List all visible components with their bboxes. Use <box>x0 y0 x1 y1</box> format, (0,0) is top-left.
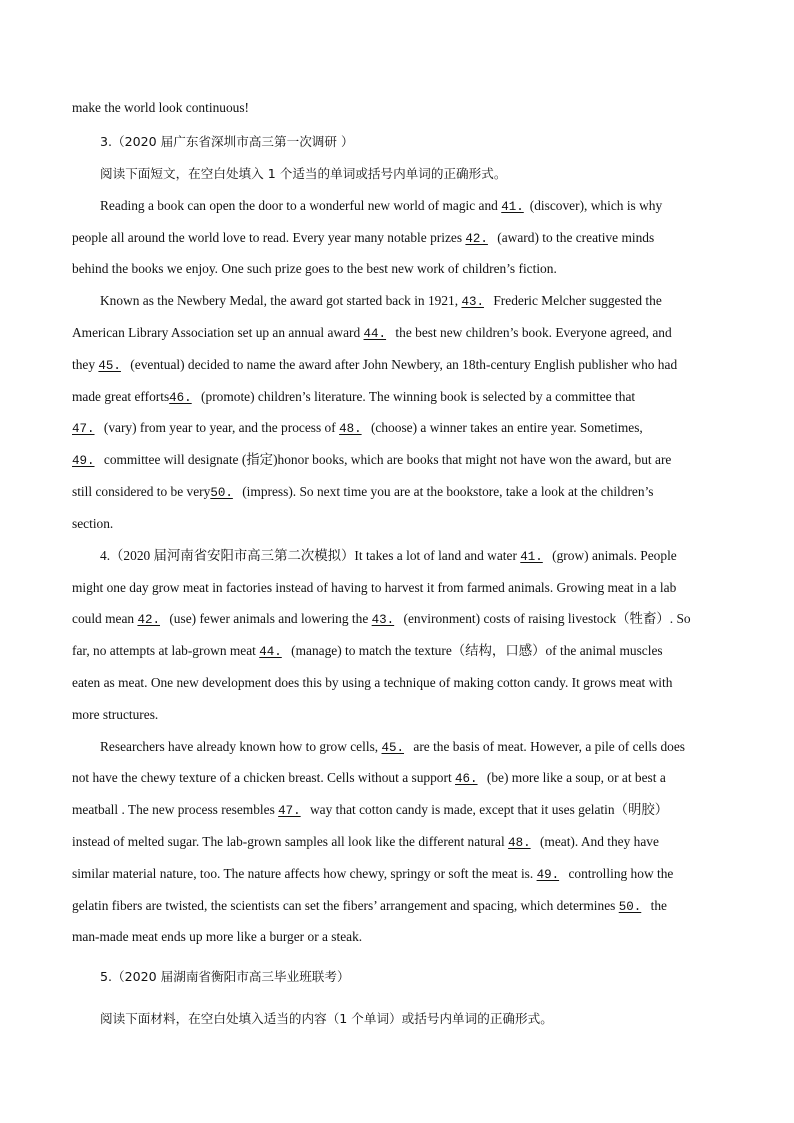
blank-45[interactable]: 45. <box>98 359 121 373</box>
text: eaten as meat. One new development does this by using a technique of making cotton candy. It grows meat with <box>72 675 673 690</box>
text-line <box>72 705 724 725</box>
text-line <box>72 482 724 503</box>
text-line <box>72 418 724 439</box>
text: people all around the world love to read. Every year many notable prizes <box>72 230 463 245</box>
text: the best new children’s book. Everyone agreed, and <box>395 325 672 340</box>
text: (eventual) decided to name the award after John Newbery, an 18th-century English publisher who had <box>130 357 678 372</box>
text: gelatin fibers are twisted, the scientists can set the fibers’ arrangement and spacing, which determines <box>72 898 616 913</box>
blank-50[interactable]: 50. <box>618 900 642 914</box>
text: they <box>72 357 96 372</box>
blank-50[interactable]: 50. <box>210 486 233 500</box>
text: (manage) to match the texture（结构，口感）of the animal muscles <box>291 643 663 658</box>
blank-43[interactable]: 43. <box>461 295 484 309</box>
text: American Library Association set up an annual award <box>72 325 361 340</box>
text-line <box>72 768 724 789</box>
blank-44[interactable]: 44. <box>259 645 282 659</box>
text: section. <box>72 516 114 531</box>
text: controlling how the <box>568 866 674 881</box>
text: 3.（2020 届广东省深圳市高三第一次调研 ） <box>100 134 354 149</box>
blank-43[interactable]: 43. <box>371 613 395 627</box>
text-line <box>100 737 724 758</box>
text-line <box>72 259 724 279</box>
text-line <box>72 323 724 344</box>
text: made great efforts <box>72 389 170 404</box>
text: might one day grow meat in factories instead of having to harvest it from farmed animals. Growing meat in a lab <box>72 580 677 595</box>
text-line <box>72 228 724 249</box>
text: 4.（2020 届河南省安阳市高三第二次模拟）It takes a lot of land and water <box>100 548 517 563</box>
text: (discover), which is why <box>529 198 663 213</box>
blank-47[interactable]: 47. <box>278 804 301 818</box>
blank-41[interactable]: 41. <box>501 200 524 214</box>
blank-48[interactable]: 48. <box>508 836 531 850</box>
text: (be) more like a soup, or at best a <box>486 770 666 785</box>
text: behind the books we enjoy. One such prize goes to the best new work of children’s fiction. <box>72 261 557 276</box>
text: 阅读下面短文，在空白处填入 1 个适当的单词或括号内单词的正确形式。 <box>100 166 507 181</box>
blank-41[interactable]: 41. <box>520 550 543 564</box>
blank-44[interactable]: 44. <box>363 327 387 341</box>
text: meatball . The new process resembles <box>72 802 275 817</box>
blank-49[interactable]: 49. <box>72 454 95 468</box>
text-line <box>72 578 724 598</box>
blank-48[interactable]: 48. <box>339 422 362 436</box>
instruction-line <box>100 164 724 184</box>
text: 5.（2020 届湖南省衡阳市高三毕业班联考） <box>100 969 350 984</box>
text: (meat). And they have <box>539 834 659 849</box>
section-heading-4 <box>100 546 724 567</box>
text-line <box>72 673 724 693</box>
text: (environment) costs of raising livestock（牲畜）. So <box>403 611 691 626</box>
blank-47[interactable]: 47. <box>72 422 95 436</box>
section-heading-5 <box>100 967 724 987</box>
text-line <box>100 291 724 312</box>
text: Frederic Melcher suggested the <box>493 293 662 308</box>
text: the <box>650 898 667 913</box>
text: (award) to the creative minds <box>497 230 655 245</box>
text: (promote) children’s literature. The winning book is selected by a committee that <box>201 389 636 404</box>
text: make the world look continuous! <box>72 100 250 115</box>
text-line <box>72 641 724 662</box>
text: instead of melted sugar. The lab-grown samples all look like the different natural <box>72 834 505 849</box>
text: could mean <box>72 611 135 626</box>
text: Researchers have already known how to grow cells, <box>100 739 379 754</box>
text-line <box>72 387 724 408</box>
text-line <box>72 832 724 853</box>
text-line <box>72 450 724 471</box>
text: not have the chewy texture of a chicken breast. Cells without a support <box>72 770 452 785</box>
text-line <box>72 355 724 376</box>
blank-46[interactable]: 46. <box>455 772 478 786</box>
text: way that cotton candy is made, except that it uses gelatin（明胶） <box>310 802 669 817</box>
text: still considered to be very <box>72 484 211 499</box>
text: Reading a book can open the door to a wonderful new world of magic and <box>100 198 498 213</box>
blank-42[interactable]: 42. <box>465 232 488 246</box>
text: (use) fewer animals and lowering the <box>169 611 369 626</box>
section-heading-3 <box>100 132 724 152</box>
text: more structures. <box>72 707 159 722</box>
text: (vary) from year to year, and the process of <box>103 420 336 435</box>
text-line <box>72 896 724 917</box>
text: (impress). So next time you are at the bookstore, take a look at the children’s <box>242 484 654 499</box>
blank-42[interactable]: 42. <box>137 613 160 627</box>
text: are the basis of meat. However, a pile of cells does <box>413 739 686 754</box>
text-line <box>72 609 724 630</box>
text-line <box>72 98 724 118</box>
text-line <box>72 927 724 947</box>
text: Known as the Newbery Medal, the award got started back in 1921, <box>100 293 459 308</box>
text-line <box>72 514 724 534</box>
text: (choose) a winner takes an entire year. Sometimes, <box>370 420 643 435</box>
blank-49[interactable]: 49. <box>536 868 560 882</box>
instruction-line <box>100 1009 724 1029</box>
text-line <box>72 800 724 821</box>
blank-46[interactable]: 46. <box>169 391 192 405</box>
text: similar material nature, too. The nature affects how chewy, springy or soft the meat is. <box>72 866 534 881</box>
text: committee will designate (指定)honor books, which are books that might not have won the award, but are <box>103 452 672 467</box>
text-line <box>72 864 724 885</box>
text: 阅读下面材料，在空白处填入适当的内容（1 个单词）或括号内单词的正确形式。 <box>100 1011 553 1026</box>
text-line <box>100 196 724 217</box>
text: far, no attempts at lab-grown meat <box>72 643 256 658</box>
text: (grow) animals. People <box>552 548 677 563</box>
blank-45[interactable]: 45. <box>381 741 405 755</box>
text: man-made meat ends up more like a burger or a steak. <box>72 929 363 944</box>
